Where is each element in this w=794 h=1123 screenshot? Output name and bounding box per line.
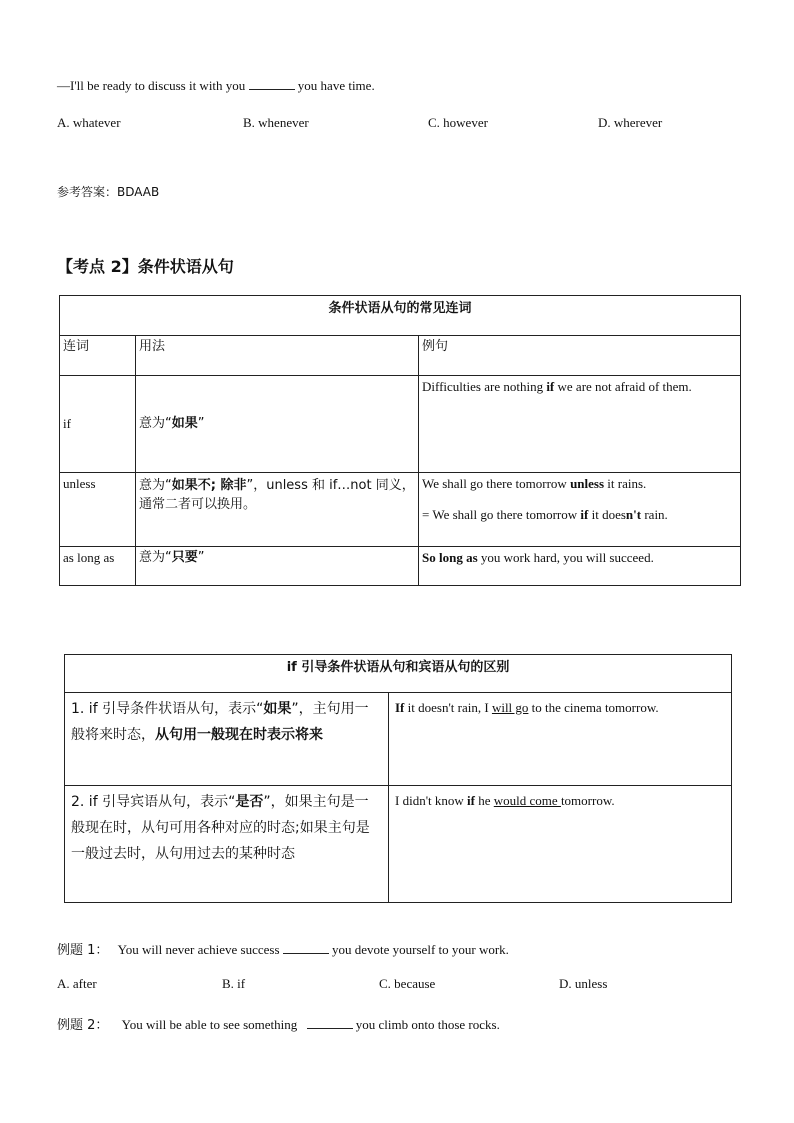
table-row xyxy=(60,473,741,547)
section-title: 【考点 2】条件状语从句 xyxy=(57,257,234,276)
option-b: B. if xyxy=(222,976,246,991)
table-row xyxy=(65,693,732,786)
description-cell: 1. if 引导条件状语从句，表示“如果”，主句用一般将来时态，从句用一般现在时表示将来 xyxy=(65,693,389,786)
answer-blank xyxy=(249,79,295,90)
header-usage: 用法 xyxy=(136,336,419,376)
example-label: 例题 2： xyxy=(57,1018,109,1033)
option-a: A. after xyxy=(57,976,97,991)
conjunction-cell: as long as xyxy=(60,547,136,586)
question-stem-text: you have time. xyxy=(297,78,375,93)
question-stem-text: you devote yourself to your work. xyxy=(332,942,509,957)
question-stem-text: You will be able to see something xyxy=(121,1017,298,1032)
usage-cell: 意为“如果” xyxy=(136,376,419,473)
table-header-row xyxy=(60,336,741,376)
if-comparison-table xyxy=(64,654,732,903)
example-cell: If it doesn't rain, I will go to the cinema tomorrow. xyxy=(389,693,732,786)
question-stem xyxy=(57,78,375,94)
option-d: D. unless xyxy=(559,976,608,991)
example-label: 例题 1： xyxy=(57,943,109,958)
table-caption: if 引导条件状语从句和宾语从句的区别 xyxy=(65,655,732,693)
conjunction-cell: unless xyxy=(60,473,136,547)
example-question xyxy=(57,1014,500,1033)
example-cell: I didn't know if he would come tomorrow. xyxy=(389,786,732,903)
option-b: B. whenever xyxy=(243,115,309,130)
example-cell: So long as you work hard, you will succeed. xyxy=(419,547,741,586)
question-stem-text: you climb onto those rocks. xyxy=(355,1017,500,1032)
answer-key: 参考答案：BDAAB xyxy=(57,185,160,199)
option-c: C. because xyxy=(379,976,436,991)
conjunction-table xyxy=(59,295,741,586)
table-caption: 条件状语从句的常见连词 xyxy=(60,296,741,336)
option-c: C. however xyxy=(428,115,488,130)
table-row xyxy=(65,786,732,903)
example-question xyxy=(57,939,509,958)
example-cell: Difficulties are nothing if we are not afraid of them. xyxy=(419,376,741,473)
answer-blank xyxy=(307,1018,353,1029)
table-row xyxy=(60,547,741,586)
header-conjunction: 连词 xyxy=(60,336,136,376)
header-example: 例句 xyxy=(419,336,741,376)
option-a: A. whatever xyxy=(57,115,121,130)
option-d: D. wherever xyxy=(598,115,663,130)
example-cell: We shall go there tomorrow unless it rains. = We shall go there tomorrow if it doesn't rain. xyxy=(419,473,741,547)
description-cell: 2. if 引导宾语从句，表示“是否”，如果主句是一般现在时，从句可用各种对应的时态;如果主句是一般过去时，从句用过去的某种时态 xyxy=(65,786,389,903)
question-stem-text: You will never achieve success xyxy=(117,942,280,957)
answer-blank xyxy=(283,943,329,954)
conjunction-cell: if xyxy=(60,376,136,473)
question-stem-text: —I'll be ready to discuss it with you xyxy=(57,78,246,93)
usage-cell: 意为“如果不; 除非”，unless 和 if…not 同义，通常二者可以换用。 xyxy=(136,473,419,547)
table-row xyxy=(60,376,741,473)
usage-cell: 意为“只要” xyxy=(136,547,419,586)
